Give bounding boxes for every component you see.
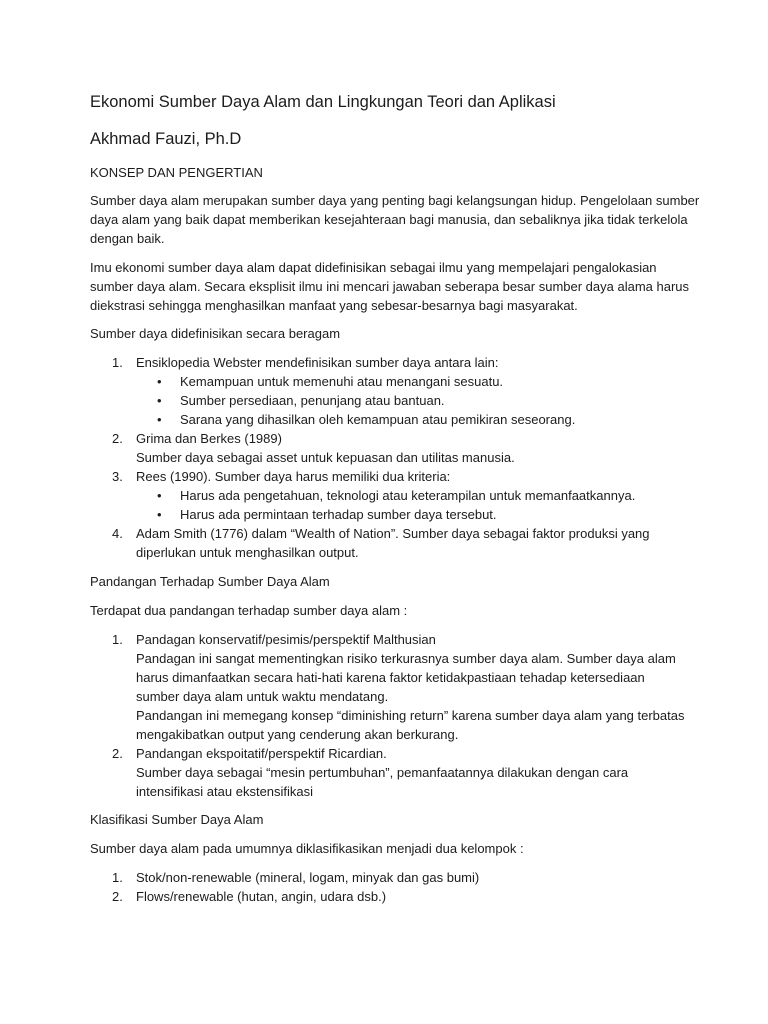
paragraph-line: Terdapat dua pandangan terhadap sumber daya alam : <box>90 603 408 618</box>
list-item: Grima dan Berkes (1989) <box>136 431 282 446</box>
list-item: Pandangan ekspoitatif/perspektif Ricardian. <box>136 746 387 761</box>
paragraph-line: diekstrasi sehingga menghasilkan manfaat yang sebesar-besarnya bagi masyarakat. <box>90 298 578 313</box>
paragraph-line: daya alam yang baik dapat memberikan kesejahteraan bagi manusia, dan sebaliknya jika tidak terkelola <box>90 212 688 227</box>
bullet-item: Sarana yang dihasilkan oleh kemampuan atau pemikiran seseorang. <box>180 412 576 427</box>
list-item-continuation: mengakibatkan output yang cenderung akan berkurang. <box>136 727 459 742</box>
list-item-continuation: Pandangan ini memegang konsep “diminishing return” karena sumber daya alam yang terbatas <box>136 708 685 723</box>
bullet-icon: • <box>157 412 162 427</box>
list-item: Flows/renewable (hutan, angin, udara dsb.) <box>136 889 387 904</box>
paragraph-line: Sumber daya alam pada umumnya diklasifikasikan menjadi dua kelompok : <box>90 841 524 856</box>
list-item-continuation: Sumber daya sebagai “mesin pertumbuhan”, pemanfaatannya dilakukan dengan cara <box>136 765 629 780</box>
list-item: Pandagan konservatif/pesimis/perspektif Malthusian <box>136 632 436 647</box>
paragraph-line: Sumber daya didefinisikan secara beragam <box>90 326 341 341</box>
paragraph-line: Sumber daya alam merupakan sumber daya yang penting bagi kelangsungan hidup. Pengelolaan sumber <box>90 193 700 208</box>
paragraph-line: Imu ekonomi sumber daya alam dapat didefinisikan sebagai ilmu yang mempelajari pengalokasian <box>90 260 657 275</box>
bullet-item: Sumber persediaan, penunjang atau bantuan. <box>180 393 445 408</box>
list-number: 2. <box>112 889 123 904</box>
document-author: Akhmad Fauzi, Ph.D <box>90 130 242 148</box>
list-item-continuation: Pandagan ini sangat mementingkan risiko terkurasnya sumber daya alam. Sumber daya alam <box>136 651 676 666</box>
bullet-icon: • <box>157 393 162 408</box>
list-item-continuation: sumber daya alam untuk waktu mendatang. <box>136 689 389 704</box>
list-item: Ensiklopedia Webster mendefinisikan sumber daya antara lain: <box>136 355 499 370</box>
list-item: Rees (1990). Sumber daya harus memiliki dua kriteria: <box>136 469 451 484</box>
list-number: 2. <box>112 431 123 446</box>
section-heading-klasifikasi: Klasifikasi Sumber Daya Alam <box>90 812 264 827</box>
section-heading-pandangan: Pandangan Terhadap Sumber Daya Alam <box>90 574 330 589</box>
list-item: Adam Smith (1776) dalam “Wealth of Nation”. Sumber daya sebagai faktor produksi yang <box>136 526 650 541</box>
bullet-icon: • <box>157 507 162 522</box>
paragraph-line: dengan baik. <box>90 231 165 246</box>
list-number: 2. <box>112 746 123 761</box>
list-item: Stok/non-renewable (mineral, logam, minyak dan gas bumi) <box>136 870 480 885</box>
section-heading-konsep: KONSEP DAN PENGERTIAN <box>90 165 263 180</box>
list-item-continuation: Sumber daya sebagai asset untuk kepuasan dan utilitas manusia. <box>136 450 515 465</box>
list-number: 3. <box>112 469 123 484</box>
list-number: 4. <box>112 526 123 541</box>
bullet-item: Harus ada pengetahuan, teknologi atau keterampilan untuk memanfaatkannya. <box>180 488 636 503</box>
bullet-icon: • <box>157 488 162 503</box>
list-number: 1. <box>112 632 123 647</box>
list-item-continuation: harus dimanfaatkan secara hati-hati karena faktor ketidakpastiaan tehadap ketersediaan <box>136 670 645 685</box>
list-number: 1. <box>112 870 123 885</box>
paragraph-line: sumber daya alam. Secara eksplisit ilmu ini mencari jawaban seberapa besar sumber daya alama harus <box>90 279 690 294</box>
list-item-continuation: diperlukan untuk menghasilkan output. <box>136 545 359 560</box>
document-title: Ekonomi Sumber Daya Alam dan Lingkungan Teori dan Aplikasi <box>90 93 556 111</box>
bullet-icon: • <box>157 374 162 389</box>
bullet-item: Kemampuan untuk memenuhi atau menangani sesuatu. <box>180 374 504 389</box>
list-item-continuation: intensifikasi atau ekstensifikasi <box>136 784 314 799</box>
list-number: 1. <box>112 355 123 370</box>
bullet-item: Harus ada permintaan terhadap sumber daya tersebut. <box>180 507 497 522</box>
